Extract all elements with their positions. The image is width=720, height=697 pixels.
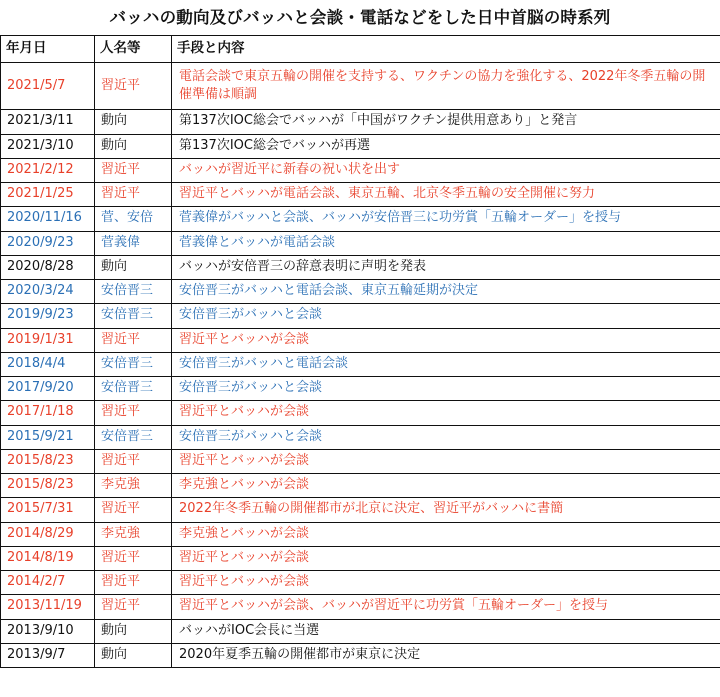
cell-date: 2015/8/23 xyxy=(1,449,95,473)
cell-date: 2021/3/10 xyxy=(1,134,95,158)
cell-description: 習近平とバッハが会談、バッハが習近平に功労賞「五輪オーダー」を授与 xyxy=(172,595,720,619)
cell-description: 李克強とバッハが会談 xyxy=(172,474,720,498)
cell-description: 安倍晋三がバッハと電話会談、東京五輪延期が決定 xyxy=(172,280,720,304)
table-row xyxy=(1,328,720,352)
cell-description: 第137次IOC総会でバッハが再選 xyxy=(172,134,720,158)
table-row xyxy=(1,207,720,231)
column-header-description: 手段と内容 xyxy=(172,36,720,63)
cell-date: 2014/8/29 xyxy=(1,522,95,546)
cell-name: 動向 xyxy=(95,255,172,279)
cell-name: 安倍晋三 xyxy=(95,280,172,304)
cell-name: 習近平 xyxy=(95,401,172,425)
table-row xyxy=(1,304,720,328)
cell-name: 菅、安倍 xyxy=(95,207,172,231)
cell-name: 安倍晋三 xyxy=(95,352,172,376)
table-row xyxy=(1,401,720,425)
cell-name: 動向 xyxy=(95,110,172,134)
table-row xyxy=(1,522,720,546)
table-row xyxy=(1,158,720,182)
table-row xyxy=(1,619,720,643)
cell-date: 2013/9/10 xyxy=(1,619,95,643)
cell-name: 動向 xyxy=(95,619,172,643)
cell-date: 2021/2/12 xyxy=(1,158,95,182)
cell-description: 2020年夏季五輪の開催都市が東京に決定 xyxy=(172,643,720,667)
table-row xyxy=(1,377,720,401)
table-head xyxy=(1,36,720,63)
timeline-table xyxy=(0,35,720,668)
cell-description: 第137次IOC総会でバッハが「中国がワクチン提供用意あり」と発言 xyxy=(172,110,720,134)
cell-description: 安倍晋三がバッハと電話会談 xyxy=(172,352,720,376)
table-row xyxy=(1,546,720,570)
cell-date: 2015/7/31 xyxy=(1,498,95,522)
cell-name: 菅義偉 xyxy=(95,231,172,255)
table-row xyxy=(1,183,720,207)
table-row xyxy=(1,255,720,279)
cell-date: 2015/8/23 xyxy=(1,474,95,498)
table-row xyxy=(1,134,720,158)
table-row xyxy=(1,231,720,255)
cell-name: 李克強 xyxy=(95,474,172,498)
cell-name: 習近平 xyxy=(95,571,172,595)
cell-date: 2021/3/11 xyxy=(1,110,95,134)
cell-description: 菅義偉とバッハが電話会談 xyxy=(172,231,720,255)
cell-name: 習近平 xyxy=(95,158,172,182)
cell-name: 習近平 xyxy=(95,449,172,473)
table-row xyxy=(1,425,720,449)
cell-date: 2013/9/7 xyxy=(1,643,95,667)
cell-date: 2019/9/23 xyxy=(1,304,95,328)
cell-name: 動向 xyxy=(95,134,172,158)
cell-description: 習近平とバッハが会談 xyxy=(172,401,720,425)
cell-description: バッハが習近平に新春の祝い状を出す xyxy=(172,158,720,182)
table-header-row xyxy=(1,36,720,63)
column-header-date: 年月日 xyxy=(1,36,95,63)
cell-name: 習近平 xyxy=(95,183,172,207)
column-header-name: 人名等 xyxy=(95,36,172,63)
table-row xyxy=(1,280,720,304)
table-row xyxy=(1,352,720,376)
cell-description: バッハが安倍晋三の辞意表明に声明を発表 xyxy=(172,255,720,279)
cell-description: 安倍晋三がバッハと会談 xyxy=(172,304,720,328)
cell-name: 習近平 xyxy=(95,595,172,619)
cell-description: 習近平とバッハが会談 xyxy=(172,328,720,352)
cell-date: 2017/9/20 xyxy=(1,377,95,401)
cell-description: 習近平とバッハが会談 xyxy=(172,449,720,473)
table-body xyxy=(1,63,720,668)
cell-name: 安倍晋三 xyxy=(95,425,172,449)
table-row xyxy=(1,449,720,473)
cell-date: 2014/2/7 xyxy=(1,571,95,595)
cell-date: 2021/1/25 xyxy=(1,183,95,207)
cell-description: 2022年冬季五輪の開催都市が北京に決定、習近平がバッハに書簡 xyxy=(172,498,720,522)
cell-date: 2020/11/16 xyxy=(1,207,95,231)
cell-description: 習近平とバッハが会談 xyxy=(172,546,720,570)
cell-name: 安倍晋三 xyxy=(95,304,172,328)
table-row xyxy=(1,498,720,522)
cell-date: 2021/5/7 xyxy=(1,63,95,110)
cell-description: 菅義偉がバッハと会談、バッハが安倍晋三に功労賞「五輪オーダー」を授与 xyxy=(172,207,720,231)
table-row xyxy=(1,474,720,498)
cell-name: 李克強 xyxy=(95,522,172,546)
table-row xyxy=(1,63,720,110)
cell-name: 習近平 xyxy=(95,498,172,522)
cell-date: 2018/4/4 xyxy=(1,352,95,376)
table-row xyxy=(1,110,720,134)
cell-description: 李克強とバッハが会談 xyxy=(172,522,720,546)
table-row xyxy=(1,571,720,595)
cell-name: 習近平 xyxy=(95,546,172,570)
cell-date: 2015/9/21 xyxy=(1,425,95,449)
cell-date: 2020/8/28 xyxy=(1,255,95,279)
cell-date: 2013/11/19 xyxy=(1,595,95,619)
cell-description: 安倍晋三がバッハと会談 xyxy=(172,377,720,401)
cell-name: 動向 xyxy=(95,643,172,667)
cell-date: 2019/1/31 xyxy=(1,328,95,352)
cell-description: 習近平とバッハが電話会談、東京五輪、北京冬季五輪の安全開催に努力 xyxy=(172,183,720,207)
cell-description: バッハがIOC会長に当選 xyxy=(172,619,720,643)
cell-description: 安倍晋三がバッハと会談 xyxy=(172,425,720,449)
cell-description: 電話会談で東京五輪の開催を支持する、ワクチンの協力を強化する、2022年冬季五輪の開催準備は順調 xyxy=(172,63,720,110)
page-title: バッハの動向及びバッハと会談・電話などをした日中首脳の時系列 xyxy=(109,8,611,27)
table-row xyxy=(1,595,720,619)
cell-date: 2020/3/24 xyxy=(1,280,95,304)
cell-date: 2014/8/19 xyxy=(1,546,95,570)
cell-date: 2020/9/23 xyxy=(1,231,95,255)
cell-name: 習近平 xyxy=(95,328,172,352)
table-row xyxy=(1,643,720,667)
cell-date: 2017/1/18 xyxy=(1,401,95,425)
cell-name: 習近平 xyxy=(95,63,172,110)
cell-name: 安倍晋三 xyxy=(95,377,172,401)
cell-description: 習近平とバッハが会談 xyxy=(172,571,720,595)
